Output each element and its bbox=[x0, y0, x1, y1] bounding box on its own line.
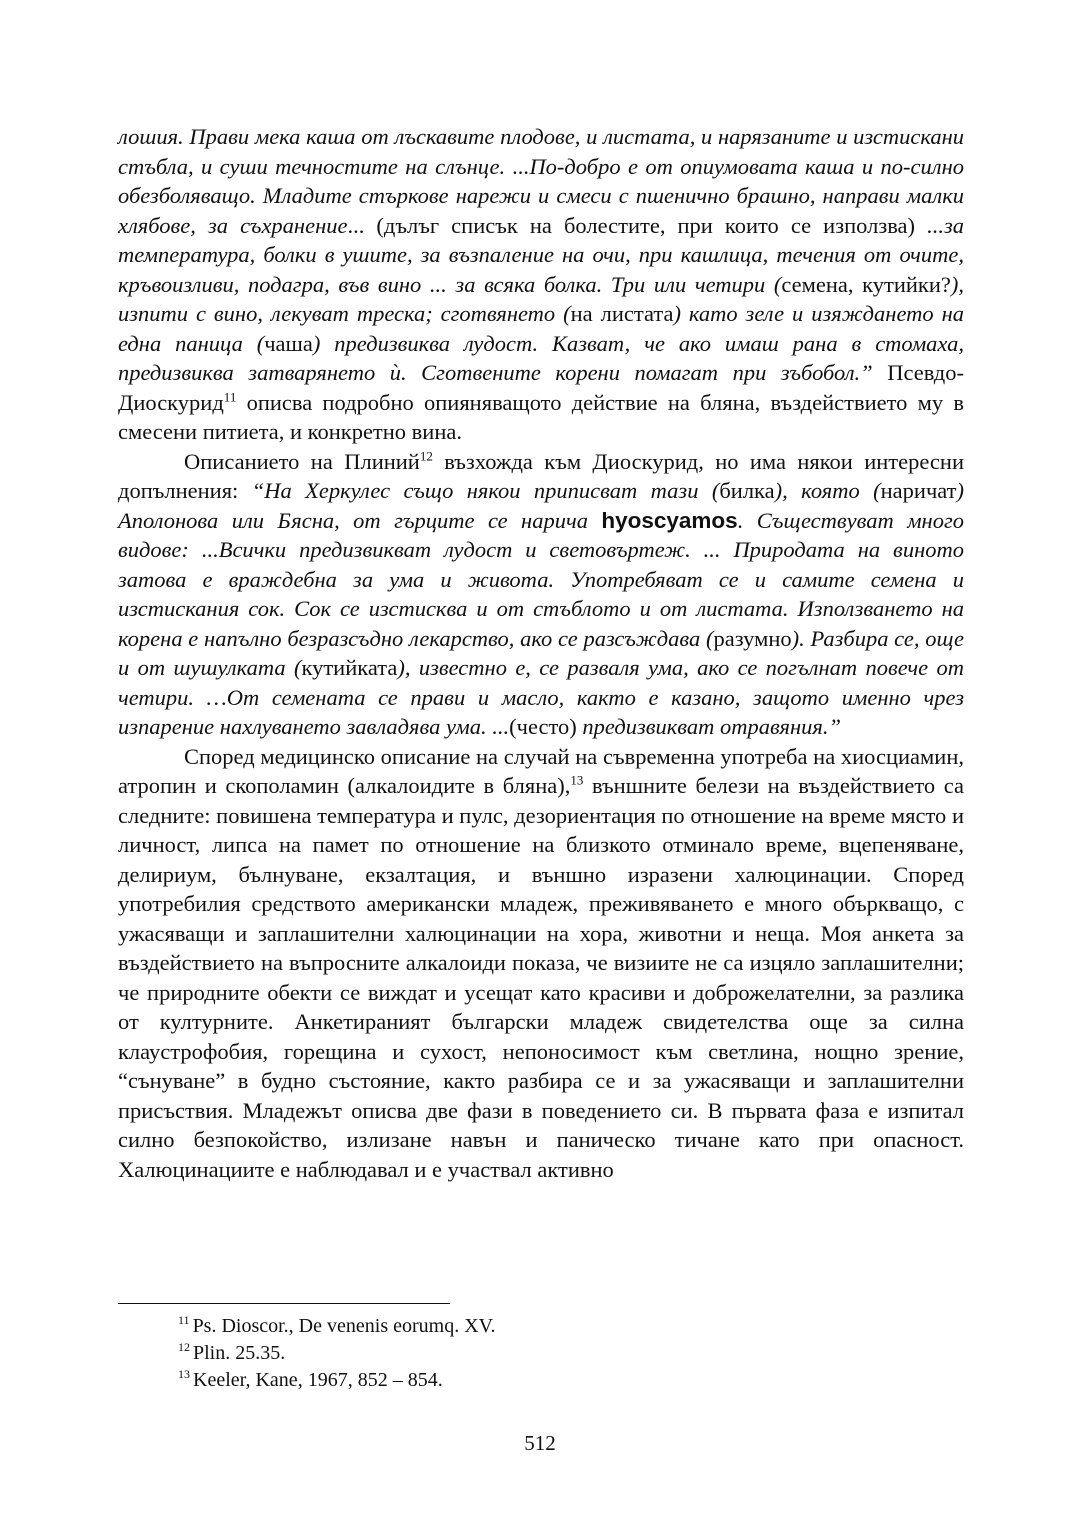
footnote-separator bbox=[118, 1303, 450, 1304]
italic-quote-segment: ), известно е, се разваля ума, ако се погълнат повече от четири. …От семената се прави и масло, както е казано, защото именно чрез изпарение нахлуването завладява ума. ... bbox=[118, 655, 964, 739]
footnote-ref: 12 bbox=[419, 448, 433, 463]
paragraph-2 bbox=[118, 447, 964, 742]
text-segment: наричат bbox=[880, 478, 957, 503]
text-segment: билка bbox=[719, 478, 775, 503]
bold-term: hyoscyamos bbox=[601, 507, 738, 533]
footnote-11: $^{11}$ Ps. Dioscor., De venenis eorumq. XV. bbox=[178, 1313, 496, 1337]
italic-quote-segment: ). Разбира се, още и от шушулката ( bbox=[118, 625, 965, 680]
paragraph-1 bbox=[118, 122, 964, 447]
page-body bbox=[118, 122, 964, 1184]
page-number: 512 bbox=[524, 1431, 556, 1455]
text-segment: Според медицинско описание на случай на съвременна употреба на хиосциамин, атропин и скополамин (алкалоидите в бляна), bbox=[118, 743, 964, 798]
italic-quote-segment: ) Аполонова или Бясна, от гърците се нарича bbox=[118, 478, 964, 533]
footnotes bbox=[178, 1313, 878, 1394]
text-segment: описва подробно опияняващото действие на бляна, въздействието му в смесени питиета, и конкретно вина. bbox=[118, 389, 964, 444]
text-segment: разумно bbox=[713, 625, 792, 651]
text-segment: ... (дълъг списък на болестите, при които се използва) bbox=[347, 212, 928, 238]
footnote-12: $^{12}$ Plin. 25.35. bbox=[178, 1340, 286, 1364]
italic-quote-segment: ...за температура, болки в ушите, за възпаление на очи, при кашлица, течения от очите, кръвоизливи, подагра, във вино ... за всяка болка. Три или четири ( bbox=[118, 212, 964, 297]
italic-quote-segment: . Съществуват много видове: ...Всички предизвикват лудост и световъртеж. ... Природата на виното затова е враждебна за ума и живота. Употребяват се и самите семена и изстискания сок. Сок се изстисква и от стъблото и от листата. Използването на корена е напълно безразсъдно лекарство, ако се разсъждава ( bbox=[118, 507, 964, 651]
text-segment: възхожда към Диоскурид, но има някои интересни допълнения: bbox=[118, 448, 964, 503]
text-segment: Описанието на Плиний bbox=[184, 448, 420, 474]
text-segment: кутийката bbox=[301, 655, 398, 680]
text-segment: на листата bbox=[570, 301, 674, 326]
text-segment: семена, кутийки? bbox=[781, 271, 951, 297]
text-segment: Псевдо-Диоскурид bbox=[118, 360, 964, 415]
italic-quote-segment: лошия. Прави мека каша от лъскавите плодове, и листата, и нарязаните и изстискани стъбла, и суши течностите на слънце. ...По-добро е от опиумовата каша и по-силно обезболяващо. Младите стъркове нарежи и смеси с пшенично брашно, направи малки хлябове, за съхранение bbox=[118, 124, 964, 238]
italic-quote-segment: ) предизвиква лудост. Казват, че ако имаш рана в стомаха, предизвиква затварянето ѝ. Сготвените корени помагат при зъбобол.” bbox=[118, 330, 964, 385]
italic-quote-segment: ) като зеле и изяждането на една паница ( bbox=[118, 301, 965, 356]
footnote-13: $^{13}$ Keeler, Kane, 1967, 852 – 854. bbox=[178, 1367, 443, 1391]
italic-quote-segment: “На Херкулес също някои приписват тази ( bbox=[251, 478, 720, 503]
italic-quote-segment: предизвикват отравяния.” bbox=[582, 714, 841, 739]
footnote-ref: 13 bbox=[570, 772, 584, 788]
text-segment: (често) bbox=[509, 714, 583, 739]
italic-quote-segment: ), която ( bbox=[774, 478, 881, 503]
footnote-ref: 11 bbox=[223, 389, 237, 404]
italic-quote-segment: ), изпити с вино, лекуват треска; сготвянето ( bbox=[118, 271, 964, 326]
text-segment: чаша bbox=[264, 330, 313, 356]
paragraph-3 bbox=[118, 742, 964, 1185]
text-segment: външните белези на въздействието са следните: повишена температура и пулс, дезориентация по отношение на време място и личност, липса на памет по отношение на близкото отминало време, вцепеняване, делириум, бълнуване, екзалтация, и външно изразени халюцинации. Според употребилия средството американски младеж, преживяването е много объркващо, с ужасяващи и заплашителни халюцинации на хора, животни и неща. Моя анкета за въздействието на въпросните алкалоиди показа, че визиите не са изцяло заплашителни; че природните обекти се виждат и усещат като красиви и доброжелателни, за разлика от културните. Анкетираният български младеж свидетелства още за силна клаустрофобия, горещина и сухост, непоносимост към светлина, нощно зрение, “сънуване” в будно състояние, както разбира се и за ужасяващи и заплашителни присъствия. Младежът описва две фази в поведението си. В първата фаза е изпитал силно безпокойство, излизане навън и паническо тичане като при опасност. Халюцинациите е наблюдавал и е участвал активно bbox=[118, 773, 964, 1182]
